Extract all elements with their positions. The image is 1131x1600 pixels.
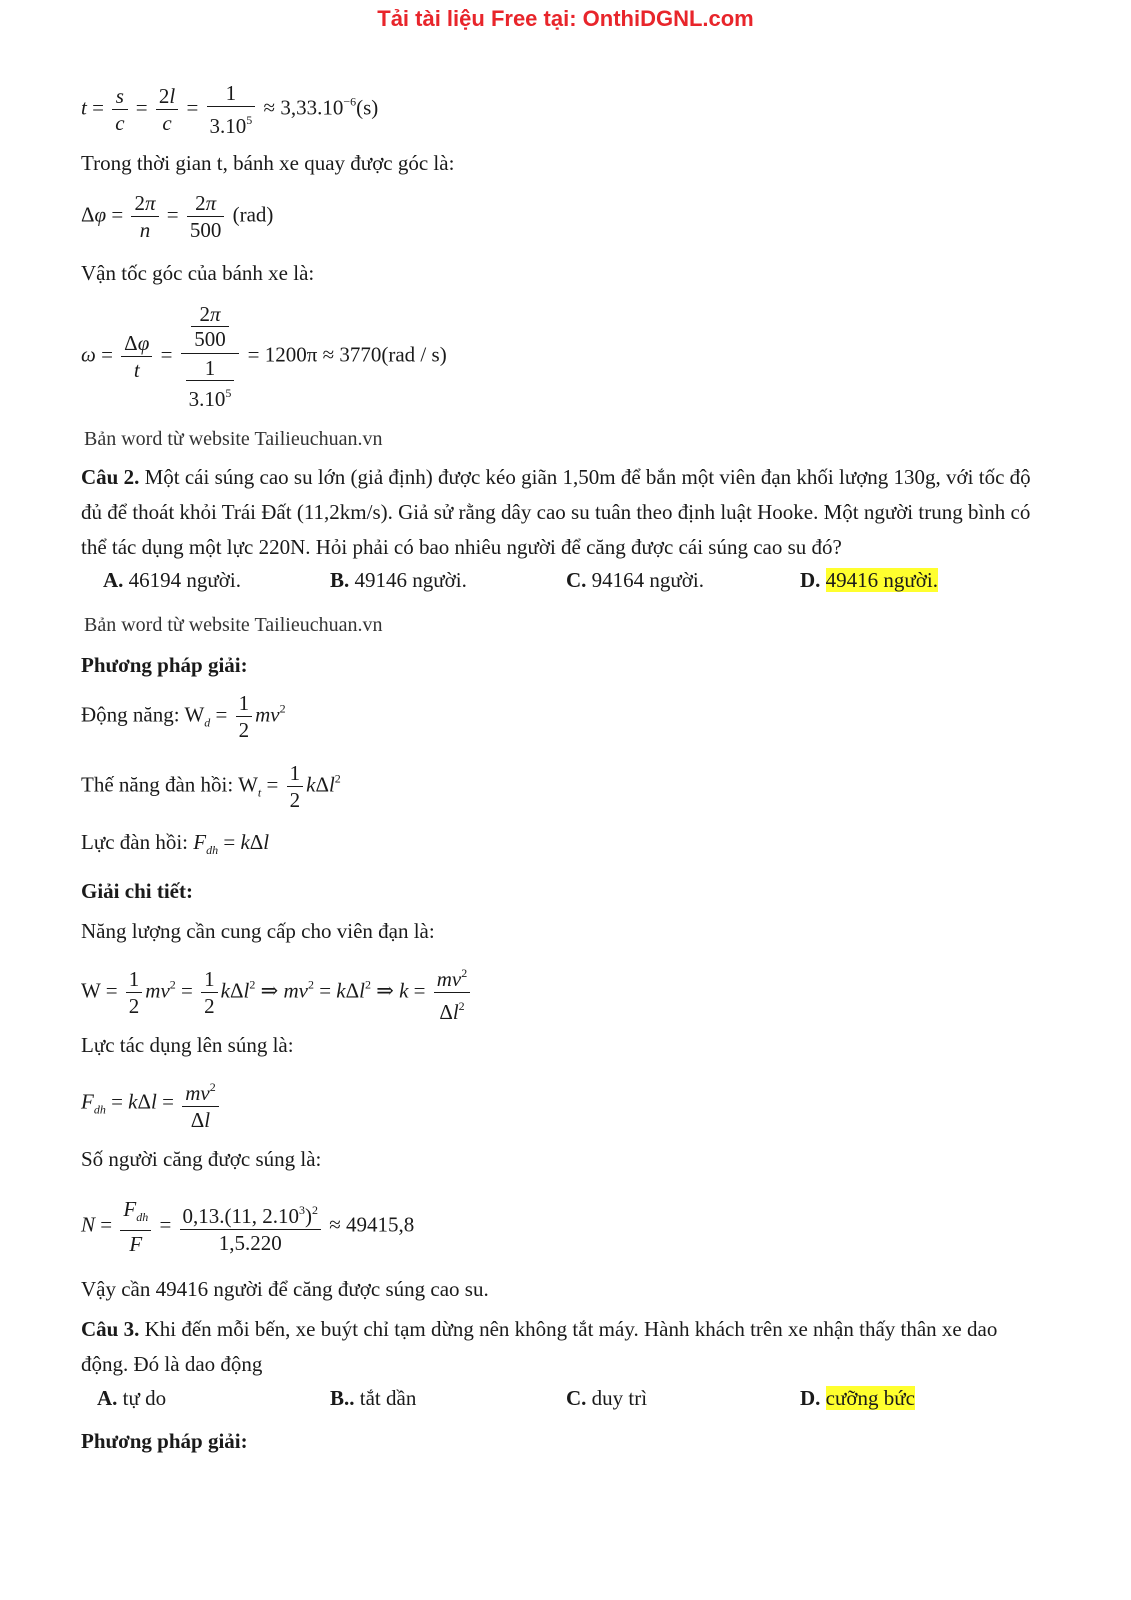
question-3-label: Câu 3. [81, 1317, 140, 1341]
source-note: Bản word từ website Tailieuchuan.vn [84, 614, 383, 636]
q2-option-d[interactable] [800, 568, 938, 593]
option-text: 49146 người. [354, 568, 467, 592]
option-letter: A. [103, 568, 124, 592]
equation-elastic-pe: Thế năng đàn hồi: $W_t$ = $\frac{1}{2}$ kΔl$^2$ [81, 761, 341, 812]
count-numerator: 0,13.(11, 2.10 [182, 1204, 299, 1228]
kinetic-label: Động năng: [81, 702, 180, 727]
elastic-force-label: Lực đàn hồi: [81, 830, 189, 854]
option-text: duy trì [591, 1386, 648, 1410]
option-letter: C. [566, 568, 587, 592]
download-banner[interactable]: Tải tài liệu Free tại: OnthiDGNL.com [377, 6, 754, 31]
equation-energy: W = $\frac{1}{2}$ $mv^2$ = $\frac{1}{2}$ kΔl$^2$ ⇒ $mv^2 = k\Delta l^2$ ⇒ k = $\frac{mv^2}{\Delta l^2}$ [81, 960, 473, 1025]
question-2-label: Câu 2. [81, 465, 140, 489]
time-unit: (s) [356, 95, 379, 120]
q2-option-c[interactable] [566, 568, 704, 593]
paragraph-force: Lực tác dụng lên súng là: [81, 1033, 294, 1057]
question-3-text: Khi đến mỗi bến, xe buýt chỉ tạm dừng nên không tắt máy. Hành khách trên xe nhận thấy thân xe dao động. Đó là dao động [81, 1317, 998, 1376]
paragraph-conclusion: Vậy cần 49416 người để căng được súng cao su. [81, 1277, 489, 1301]
option-text: tắt dần [359, 1386, 417, 1410]
paragraph-count: Số người căng được súng là: [81, 1147, 322, 1171]
delta-phi-unit: (rad) [232, 202, 274, 227]
equation-force: $F_{dh} = k\Delta l$ = $\frac{mv^2}{\Delta l}$ [81, 1074, 222, 1133]
q2-option-a[interactable] [103, 568, 241, 593]
option-text-highlighted: cưỡng bức [825, 1386, 915, 1410]
elastic-pe-label: Thế năng đàn hồi: [81, 772, 234, 797]
omega-result: = 1200π ≈ 3770(rad / s) [247, 342, 447, 367]
question-3 [81, 1312, 1046, 1382]
count-denominator: 1,5.220 [218, 1231, 282, 1255]
q3-option-d[interactable] [800, 1386, 915, 1411]
detail-heading: Giải chi tiết: [81, 879, 193, 903]
option-text: tự do [122, 1386, 167, 1410]
equation-omega: ω = $\frac{\Delta\varphi}{t}$ = $\frac{\frac{2\pi}{500}}{\frac{1}{3.10^5}}$ = 1200π ≈ 3770(rad / s) [81, 302, 447, 411]
time-result: ≈ 3,33.10 [263, 95, 344, 120]
paragraph-angle-intro: Trong thời gian t, bánh xe quay được góc là: [81, 151, 455, 175]
equation-people-count: N = $\frac{F_{dh}}{F}$ = $\frac{0,13.(11, 2.10^3)^2}{1,5.220}$ ≈ 49415,8 [81, 1197, 415, 1256]
paragraph-omega-intro: Vận tốc góc của bánh xe là: [81, 261, 315, 285]
time-exponent: −6 [343, 94, 357, 109]
method-heading: Phương pháp giải: [81, 653, 248, 677]
method-heading: Phương pháp giải: [81, 1429, 248, 1453]
option-text: 94164 người. [591, 568, 704, 592]
option-letter: D. [800, 1386, 821, 1410]
option-letter: C. [566, 1386, 587, 1410]
equation-time: t = $\frac{s}{c}$ = $\frac{2l}{c}$ = $\frac{1}{3.10^5}$ ≈ $3,33.10^{-6}(s)$ [81, 81, 379, 138]
equation-elastic-force: Lực đàn hồi: $F_{dh} = k\Delta l$ [81, 830, 270, 857]
question-2 [81, 460, 1046, 565]
option-letter: D. [800, 568, 821, 592]
paragraph-energy: Năng lượng cần cung cấp cho viên đạn là: [81, 919, 435, 943]
equation-kinetic: Động năng: $W_d$ = $\frac{1}{2}$ $mv^2$ [81, 691, 286, 742]
source-note: Bản word từ website Tailieuchuan.vn [84, 428, 383, 450]
q2-option-b[interactable] [330, 568, 467, 593]
count-result: ≈ 49415,8 [329, 1212, 415, 1237]
option-letter: A. [97, 1386, 118, 1410]
option-text-highlighted: 49416 người. [825, 568, 938, 592]
equation-delta-phi: Δφ = $\frac{2\pi}{n}$ = $\frac{2\pi}{500}$ (rad) [81, 191, 274, 242]
question-2-text: Một cái súng cao su lớn (giả định) được kéo giãn 1,50m để bắn một viên đạn khối lượng 130g, với tốc độ đủ để thoát khỏi Trái Đất (11,2km/s). Giả sử rằng dây cao su tuân theo định luật Hooke. Một người trung bình có thể tác dụng một lực 220N. Hỏi phải có bao nhiêu người để căng được cái súng cao su đó? [81, 465, 1031, 559]
q3-option-a[interactable] [97, 1386, 166, 1411]
option-letter: B.. [330, 1386, 355, 1410]
option-text: 46194 người. [128, 568, 241, 592]
q3-option-c[interactable] [566, 1386, 647, 1411]
q3-option-b[interactable] [330, 1386, 416, 1411]
option-letter: B. [330, 568, 350, 592]
